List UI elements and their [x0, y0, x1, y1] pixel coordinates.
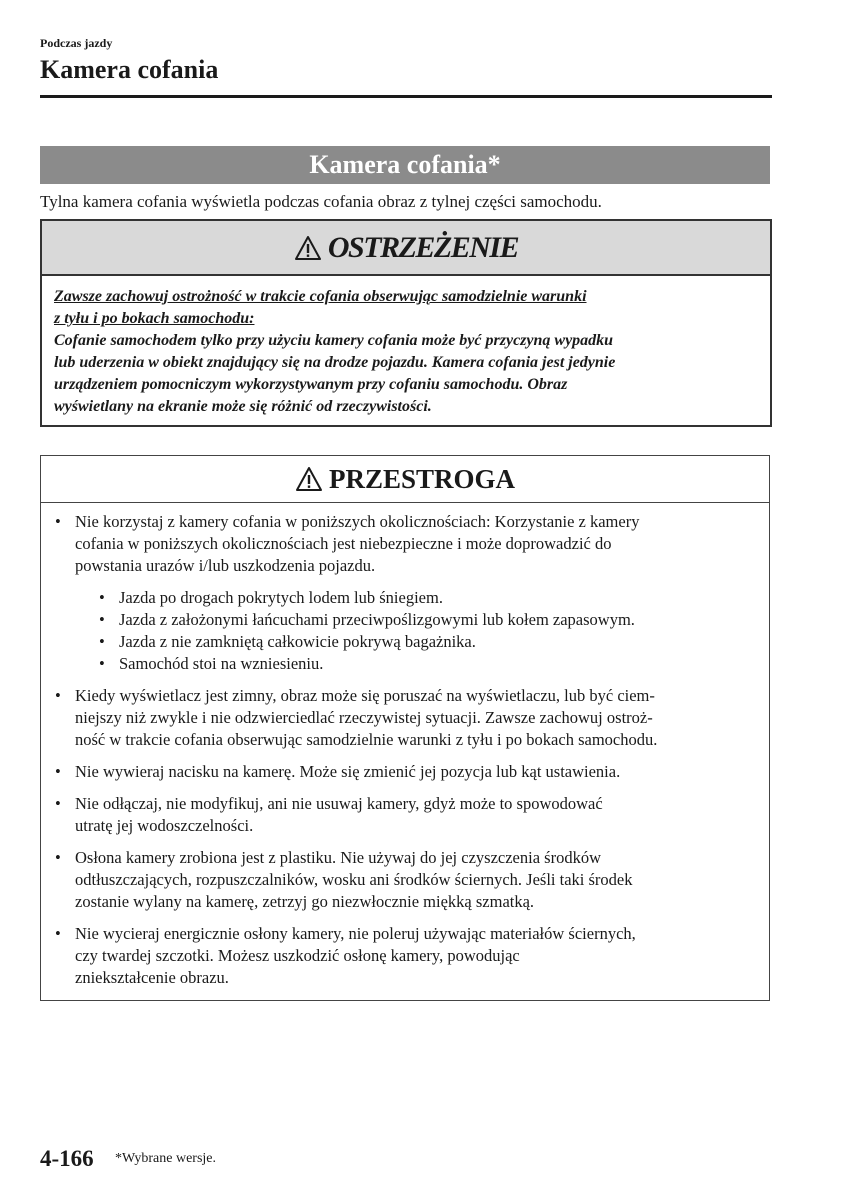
bullet-icon: • — [99, 610, 105, 629]
caution-item — [55, 511, 755, 577]
bullet-icon: • — [55, 848, 61, 867]
caution-line: zniekształcenie obrazu. — [75, 968, 229, 987]
warning-line: Cofanie samochodem tylko przy użyciu kamery cofania może być przyczyną wypadku — [54, 332, 614, 349]
caution-line: zostanie wylany na kamerę, zetrzyj go niezwłocznie miękką szmatką. — [75, 892, 535, 911]
caution-box — [40, 455, 770, 1001]
warning-heading: OSTRZEŻENIE — [327, 230, 519, 264]
caution-item — [55, 685, 755, 751]
caution-subitem-text: Jazda z założonymi łańcuchami przeciwpoślizgowymi lub kołem zapasowym. — [119, 610, 635, 629]
warning-line: z tyłu i po bokach samochodu: — [54, 310, 255, 327]
bullet-icon: • — [99, 632, 105, 651]
warning-box — [40, 219, 772, 427]
caution-subitem — [99, 609, 755, 631]
caution-item — [55, 761, 755, 783]
caution-line: Nie odłączaj, nie modyfikuj, ani nie usuwaj kamery, gdyż może to spowodować — [75, 794, 603, 813]
caution-line: ność w trakcie cofania obserwując samodzielnie warunki z tyłu i po bokach samochodu. — [75, 730, 658, 749]
warning-line: Zawsze zachowuj ostrożność w trakcie cofania obserwując samodzielnie warunki — [54, 288, 587, 305]
bullet-icon: • — [55, 794, 61, 813]
header-divider — [40, 95, 772, 98]
caution-line: Osłona kamery zrobiona jest z plastiku. Nie używaj do jej czyszczenia środków — [75, 848, 601, 867]
bullet-icon: • — [55, 924, 61, 943]
warning-body — [42, 276, 770, 418]
caution-item — [55, 793, 755, 837]
caution-body — [41, 503, 769, 989]
caution-triangle-icon — [295, 466, 323, 492]
warning-line: urządzeniem pomocniczym wykorzystywanym przy cofaniu samochodu. Obraz — [54, 376, 568, 393]
caution-subitem — [99, 631, 755, 653]
caution-subitem-text: Jazda po drogach pokrytych lodem lub śniegiem. — [119, 588, 443, 607]
bullet-icon: • — [55, 686, 61, 705]
page-title: Kamera cofania — [40, 55, 219, 84]
caution-line: Nie wycieraj energicznie osłony kamery, nie poleruj używając materiałów ściernych, — [75, 924, 636, 943]
caution-line: utratę jej wodoszczelności. — [75, 816, 254, 835]
caution-item — [55, 847, 755, 913]
section-banner-title: Kamera cofania* — [309, 150, 501, 179]
warning-line: lub uderzenia w obiekt znajdujący się na drodze pojazdu. Kamera cofania jest jedynie — [54, 354, 616, 371]
caution-line: niejszy niż zwykle i nie odzwierciedlać rzeczywistej sytuacji. Zawsze zachowuj ostroż- — [75, 708, 653, 727]
caution-subitem — [99, 587, 755, 609]
bullet-icon: • — [55, 512, 61, 531]
caution-sublist — [55, 587, 755, 675]
caution-line: Nie wywieraj nacisku na kamerę. Może się zmienić jej pozycja lub kąt ustawienia. — [75, 762, 621, 781]
warning-header — [42, 221, 770, 276]
bullet-icon: • — [99, 588, 105, 607]
caution-line: Nie korzystaj z kamery cofania w poniższych okolicznościach: Korzystanie z kamery — [75, 512, 640, 531]
caution-subitem-text: Samochód stoi na wzniesieniu. — [119, 654, 324, 673]
caution-subitem — [99, 653, 755, 675]
warning-line: wyświetlany na ekranie może się różnić od rzeczywistości. — [54, 398, 432, 415]
caution-line: Kiedy wyświetlacz jest zimny, obraz może się poruszać na wyświetlaczu, lub być ciem- — [75, 686, 655, 705]
bullet-icon: • — [55, 762, 61, 781]
caution-line: odtłuszczających, rozpuszczalników, wosku ani środków ściernych. Jeśli taki środek — [75, 870, 633, 889]
caution-line: cofania w poniższych okolicznościach jest niebezpieczne i może doprowadzić do — [75, 534, 612, 553]
caution-subitem-text: Jazda z nie zamkniętą całkowicie pokrywą bagażnika. — [119, 632, 476, 651]
page-number: 4-166 — [40, 1146, 94, 1171]
section-label: Podczas jazdy — [40, 36, 113, 50]
intro-paragraph: Tylna kamera cofania wyświetla podczas cofania obraz z tylnej części samochodu. — [40, 192, 602, 211]
caution-heading: PRZESTROGA — [328, 463, 516, 494]
caution-header — [41, 456, 769, 503]
caution-item — [55, 923, 755, 989]
caution-line: powstania urazów i/lub uszkodzenia pojazdu. — [75, 556, 376, 575]
footnote: *Wybrane wersje. — [115, 1151, 217, 1166]
section-banner — [40, 146, 770, 184]
bullet-icon: • — [99, 654, 105, 673]
warning-triangle-icon — [294, 235, 322, 261]
caution-line: czy twardej szczotki. Możesz uszkodzić osłonę kamery, powodując — [75, 946, 520, 965]
